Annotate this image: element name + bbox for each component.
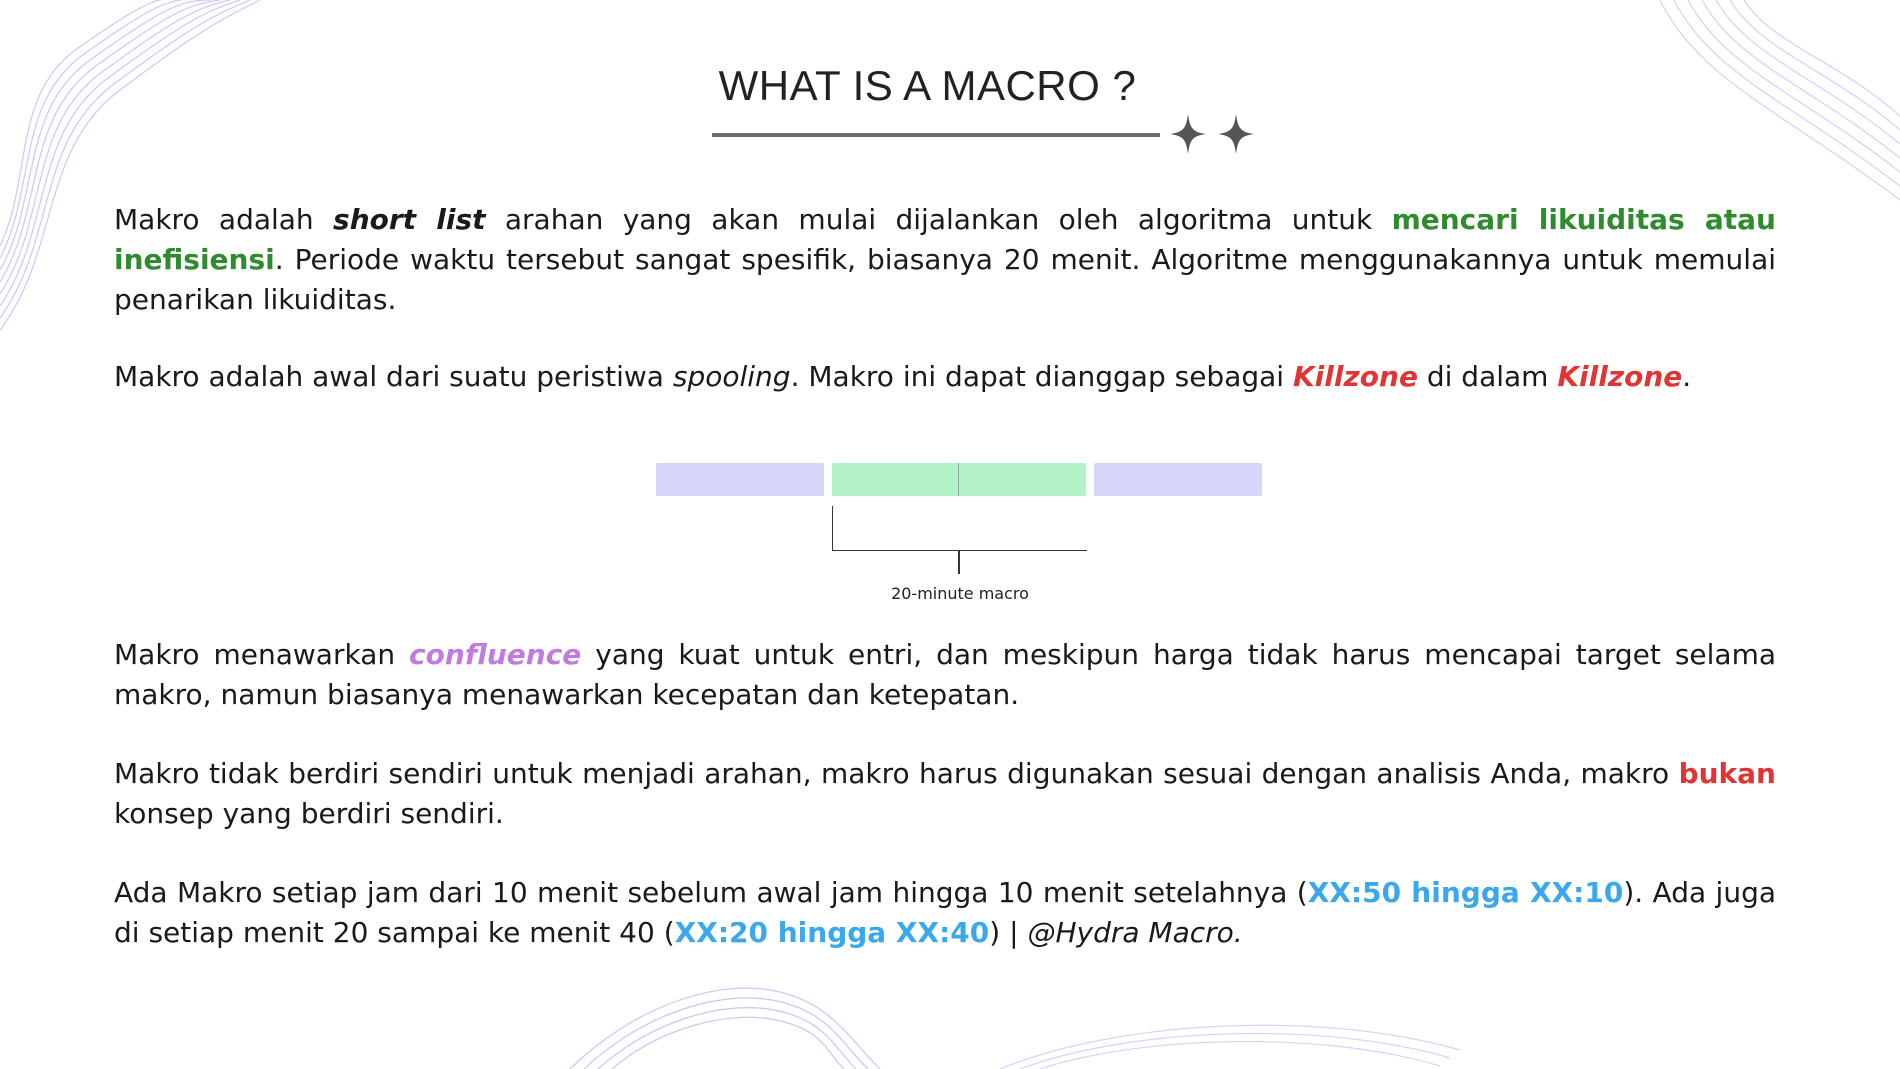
wave-decoration-bottom-left [570,970,890,1069]
title-underline [712,133,1160,137]
emphasis-spooling: spooling [672,360,791,393]
paragraph-spooling: Makro adalah awal dari suatu peristiwa spooling. Makro ini dapat dianggap sebagai Killzone di dalam Killzone. [114,360,1692,393]
page-title: WHAT IS A MACRO ? [718,62,1137,109]
highlight-time-range-1: XX:50 hingga XX:10 [1307,876,1624,909]
paragraph-schedule: Ada Makro setiap jam dari 10 menit sebelum awal jam hingga 10 menit setelahnya (XX:50 hingga XX:10). Ada juga di setiap menit 20 sampai ke menit 40 (XX:20 hingga XX:40) | @Hydra Macro. [114,876,1776,949]
credit-text: @Hydra Macro. [1027,916,1243,949]
paragraph-not-standalone: Makro tidak berdiri sendiri untuk menjadi arahan, makro harus digunakan sesuai dengan analisis Anda, makro bukan konsep yang berdiri sendiri. [114,757,1776,830]
timeline-block-after [1094,463,1262,496]
highlight-liquidity: mencari likuiditas atau inefisiensi [114,203,1776,276]
highlight-confluence: confluence [409,638,582,671]
macro-duration-label: 20-minute macro [891,584,1029,603]
wave-decoration-bottom-right [1000,1010,1460,1069]
paragraph-definition: Makro adalah short list arahan yang akan mulai dijalankan oleh algoritma untuk mencari likuiditas atau inefisiensi. Periode waktu tersebut sangat spesifik, biasanya 20 menit. Algoritme menggunakannya untuk memulai penarikan likuiditas. [114,203,1776,316]
highlight-killzone-1: Killzone [1292,360,1418,393]
timeline-block-macro [832,463,1086,496]
highlight-time-range-2: XX:20 hingga XX:40 [674,916,990,949]
wave-decoration-top-right [1640,0,1900,230]
macro-bracket-stem [958,550,960,574]
sparkles-icon [1168,110,1258,158]
timeline-block-before [656,463,824,496]
timeline-macro-divider [958,463,959,496]
highlight-bukan: bukan [1678,757,1776,790]
macro-bracket [832,506,1087,551]
paragraph-confluence: Makro menawarkan confluence yang kuat untuk entri, dan meskipun harga tidak harus mencapai target selama makro, namun biasanya menawarkan kecepatan dan ketepatan. [114,638,1777,711]
emphasis-short-list: short list [333,203,486,236]
highlight-killzone-2: Killzone [1557,360,1683,393]
